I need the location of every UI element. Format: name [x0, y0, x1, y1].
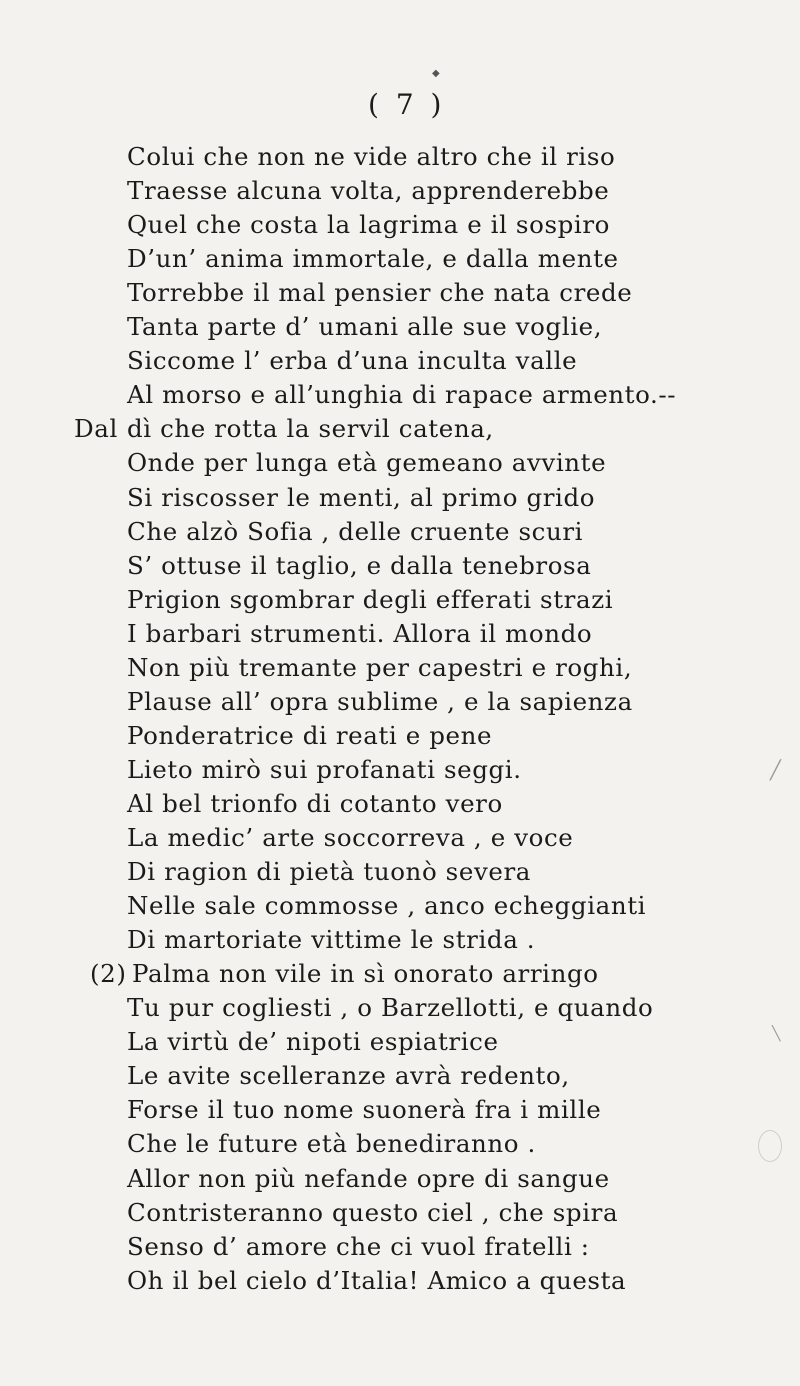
line-text: Plause all’ opra sublime , e la sapienza: [127, 686, 633, 716]
line-prefix: Dal: [74, 414, 118, 444]
poem-line: [127, 619, 592, 649]
poem-line: [127, 483, 595, 513]
poem-line: [127, 244, 619, 274]
margin-mark-icon: ╱: [770, 760, 781, 781]
margin-mark-icon: ╲: [772, 1026, 781, 1042]
poem-line: [127, 1095, 601, 1125]
poem-line: [127, 687, 633, 717]
poem-line: [127, 721, 492, 751]
poem-line: [127, 1164, 610, 1194]
line-text: dì che rotta la servil catena,: [127, 414, 494, 444]
line-text: Siccome l’ erba d’una inculta valle: [127, 346, 578, 376]
line-text: Tu pur cogliesti , o Barzellotti, e quando: [127, 993, 654, 1023]
line-text: Non più tremante per capestri e roghi,: [127, 652, 633, 682]
poem-line: [127, 448, 606, 478]
line-text: La virtù de’ nipoti espiatrice: [127, 1027, 499, 1057]
poem-line: [127, 857, 531, 887]
line-text: S’ ottuse il taglio, e dalla tenebrosa: [127, 550, 592, 580]
poem-line: [127, 517, 583, 547]
poem-line: [127, 312, 602, 342]
line-text: Nelle sale commosse , anco echeggianti: [127, 891, 647, 921]
ink-dot-icon: ◆: [432, 68, 440, 79]
line-text: Prigion sgombrar degli efferati strazi: [127, 584, 614, 614]
line-text: Le avite scelleranze avrà redento,: [127, 1061, 570, 1091]
poem-line: [127, 755, 522, 785]
poem-line: [127, 653, 632, 683]
line-text: Che alzò Sofia , delle cruente scuri: [127, 516, 584, 546]
line-text: Al morso e all’unghia di rapace armento.--: [127, 380, 677, 410]
line-text: Tanta parte d’ umani alle sue voglie,: [127, 312, 603, 342]
poem-line: [127, 1266, 626, 1296]
poem-line: [127, 891, 646, 921]
poem-line: [127, 1061, 570, 1091]
poem-line: [127, 142, 615, 172]
poem-line: [127, 278, 632, 308]
poem-line: [90, 959, 599, 989]
line-text: Quel che costa la lagrima e il sospiro: [127, 210, 611, 240]
line-text: D’un’ anima immortale, e dalla mente: [127, 244, 619, 274]
line-text: Allor non più nefande opre di sangue: [127, 1163, 610, 1193]
poem-line: [127, 585, 613, 615]
line-text: Che le future età benediranno .: [127, 1129, 536, 1159]
line-text: Colui che non ne vide altro che il riso: [127, 142, 616, 171]
poem-line: [127, 176, 609, 206]
line-text: Lieto mirò sui profanati seggi.: [127, 754, 522, 784]
line-text: Contristeranno questo ciel , che spira: [127, 1197, 619, 1227]
poem-line: [127, 551, 591, 581]
line-text: Senso d’ amore che ci vuol fratelli :: [127, 1231, 590, 1261]
line-text: I barbari strumenti. Allora il mondo: [127, 618, 593, 648]
paper-stain: [758, 1130, 782, 1162]
page-number: ( 7 ): [368, 88, 446, 121]
line-text: Di martoriate vittime le strida .: [127, 925, 536, 955]
line-text: Al bel trionfo di cotanto vero: [127, 788, 503, 818]
line-text: La medic’ arte soccorreva , e voce: [127, 823, 574, 852]
poem-line: [127, 1232, 590, 1262]
poem-line: [127, 789, 503, 819]
poem-line: [74, 414, 494, 444]
line-text: Ponderatrice di reati e pene: [127, 720, 493, 750]
poem-line: [127, 993, 653, 1023]
line-text: Torrebbe il mal pensier che nata crede: [127, 278, 633, 308]
line-text: Forse il tuo nome suonerà fra i mille: [127, 1095, 602, 1125]
line-text: Traesse alcuna volta, apprenderebbe: [127, 176, 610, 206]
line-text: Onde per lunga età gemeano avvinte: [127, 448, 607, 478]
poem-line: [127, 346, 577, 376]
poem-line: [127, 823, 573, 853]
line-text: Si riscosser le menti, al primo grido: [127, 482, 596, 512]
line-text: Palma non vile in sì onorato arringo: [132, 959, 599, 989]
poem-line: [127, 1129, 536, 1159]
poem-line: [127, 1198, 618, 1228]
poem-line: [127, 210, 610, 240]
poem-line: [127, 1027, 499, 1057]
line-text: Oh il bel cielo d’Italia! Amico a questa: [127, 1265, 627, 1295]
poem-line: [127, 380, 676, 410]
line-prefix: (2): [90, 959, 127, 989]
line-text: Di ragion di pietà tuonò severa: [127, 857, 532, 887]
poem-line: [127, 925, 535, 955]
